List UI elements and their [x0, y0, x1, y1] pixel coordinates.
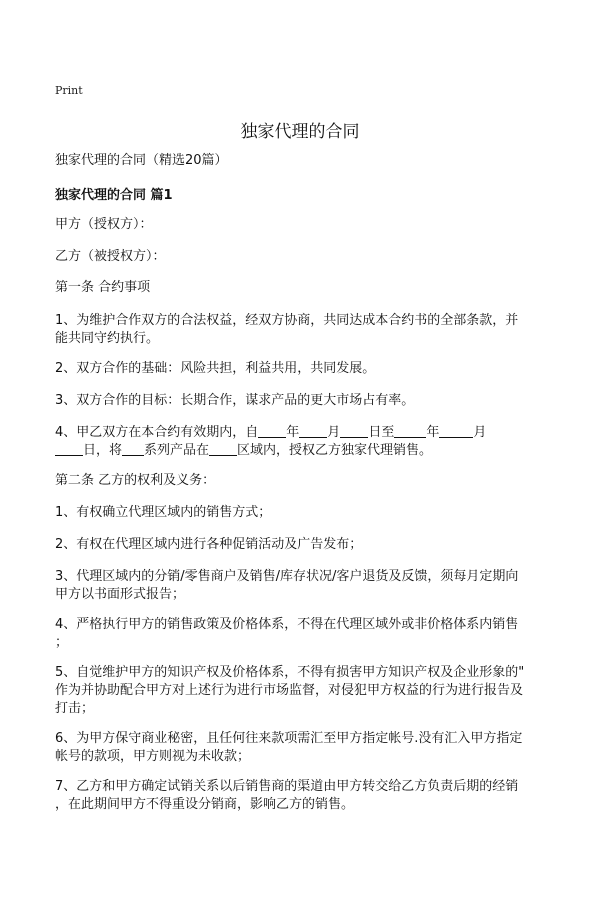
blank-field	[258, 423, 286, 438]
subtitle: 独家代理的合同（精选20篇）	[55, 153, 228, 168]
article2-item7-line1: 7、乙方和甲方确定试销关系以后销售商的渠道由甲方转交给乙方负责后期的经销	[55, 779, 519, 794]
article2-item4-line2: ；	[55, 635, 69, 650]
article2-item6-line2: 帐号的款项，甲方则视为未收款；	[55, 749, 251, 764]
article2-item5-line3: 打击；	[55, 701, 95, 716]
article1-item2: 2、双方合作的基础：风险共担，利益共用，共同发展。	[55, 361, 376, 376]
text-segment: 4、甲乙双方在本合约有效期内，自	[55, 425, 259, 440]
text-segment: 年	[426, 425, 440, 440]
article2-heading: 第二条 乙方的权利及义务：	[55, 473, 216, 488]
article1-item3: 3、双方合作的目标：长期合作，谋求产品的更大市场占有率。	[55, 393, 415, 408]
article2-item7-line2: ，在此期间甲方不得重设分销商，影响乙方的销售。	[55, 797, 355, 812]
blank-field	[55, 441, 83, 456]
section-heading: 独家代理的合同 篇1	[55, 188, 173, 203]
blank-field	[299, 423, 327, 438]
article2-item6-line1: 6、为甲方保守商业秘密，且任何往来款项需汇至甲方指定帐号.没有汇入甲方指定	[55, 731, 523, 746]
document-title: 独家代理的合同	[240, 122, 360, 142]
article2-item3-line2: 甲方以书面形式报告；	[55, 587, 186, 602]
text-segment: 区域内，授权乙方独家代理销售。	[237, 443, 433, 458]
text-segment: 系列产品在	[144, 443, 210, 458]
party-a-line: 甲方（授权方）：	[55, 217, 153, 232]
article1-item1-line1: 1、为维护合作双方的合法权益，经双方协商，共同达成本合约书的全部条款，并	[55, 313, 519, 328]
article2-item1: 1、有权确立代理区域内的销售方式；	[55, 505, 272, 520]
article1-heading: 第一条 合约事项	[55, 280, 151, 295]
blank-field	[340, 423, 368, 438]
text-segment: 月	[473, 425, 487, 440]
blank-field	[394, 423, 426, 438]
blank-field	[122, 441, 144, 456]
print-label[interactable]: Print	[55, 84, 83, 97]
article1-item4-line2	[55, 440, 550, 462]
text-segment: 日至	[368, 425, 395, 440]
blank-field	[209, 441, 237, 456]
text-segment: 日，将	[83, 443, 123, 458]
text-segment: 年	[286, 425, 300, 440]
article2-item5-line2: 作为并协助配合甲方对上述行为进行市场监督，对侵犯甲方权益的行为进行报告及	[55, 683, 524, 698]
article2-item5-line1: 5、自觉维护甲方的知识产权及价格体系，不得有损害甲方知识产权及企业形象的"	[55, 665, 525, 680]
text-segment: 月	[327, 425, 341, 440]
article2-item3-line1: 3、代理区域内的分销/零售商户及销售/库存状况/客户退货及反馈，须每月定期向	[55, 569, 519, 584]
article2-item4-line1: 4、严格执行甲方的销售政策及价格体系，不得在代理区域外或非价格体系内销售	[55, 617, 519, 632]
blank-field	[439, 423, 473, 438]
article2-item2: 2、有权在代理区域内进行各种促销活动及广告发布；	[55, 537, 363, 552]
party-b-line: 乙方（被授权方）：	[55, 249, 166, 264]
article1-item1-line2: 能共同守约执行。	[55, 331, 160, 346]
